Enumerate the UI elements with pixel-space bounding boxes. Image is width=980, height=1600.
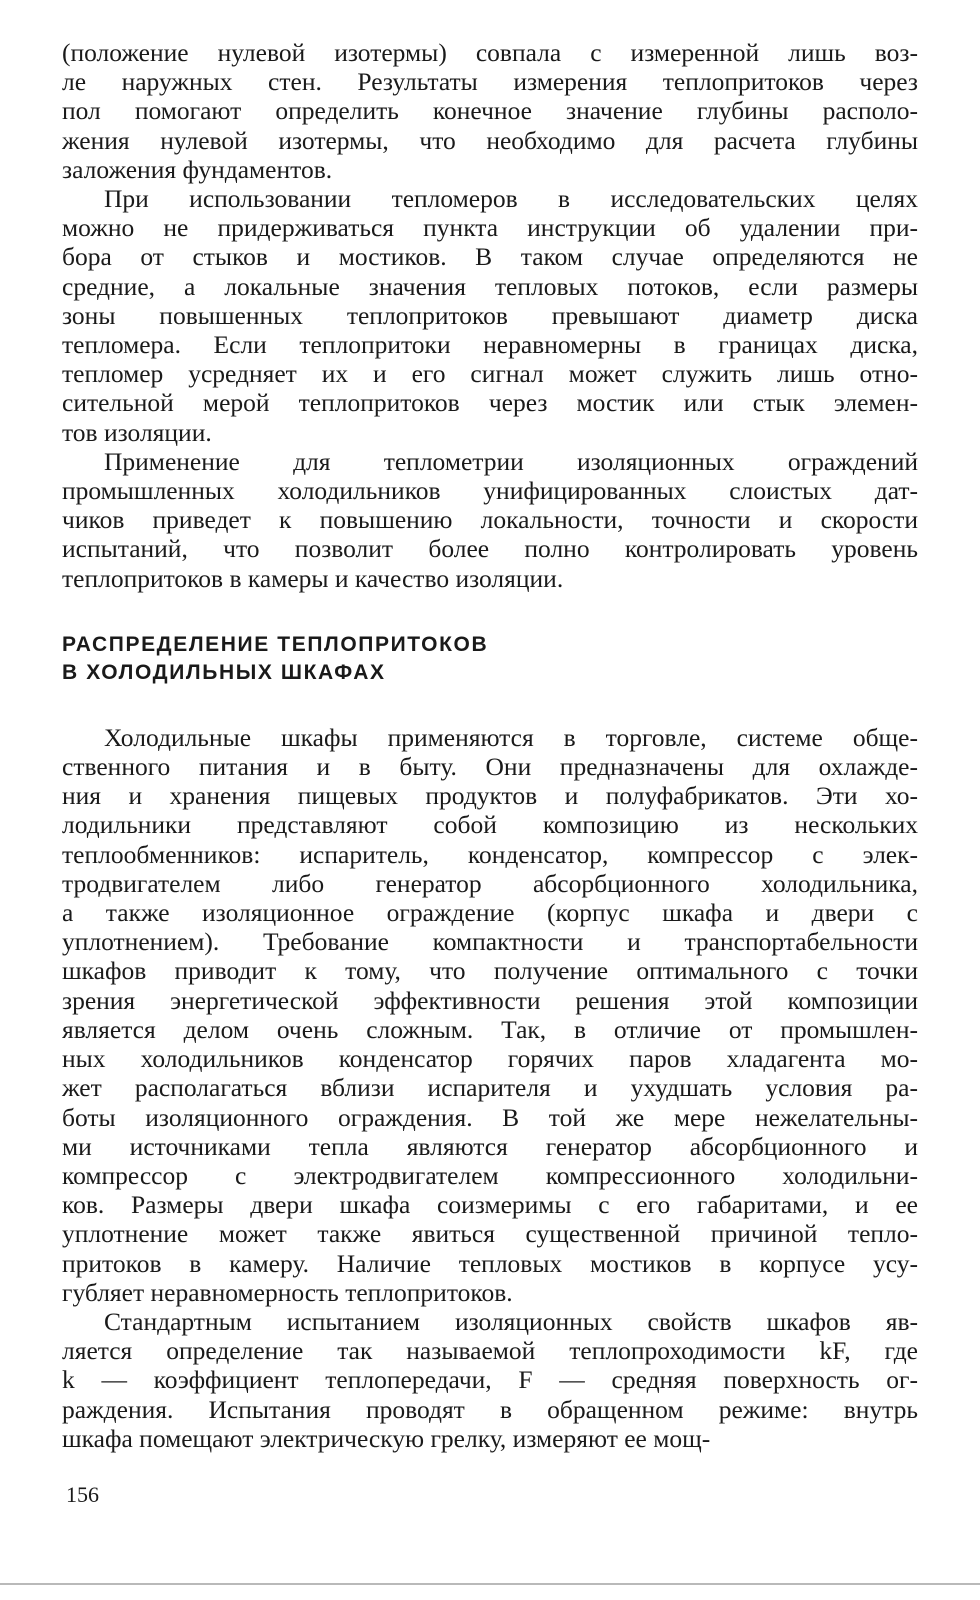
text-line: ле наружных стен. Результаты измерения теплопритоков через [62, 67, 918, 97]
section-heading-line-2: В ХОЛОДИЛЬНЫХ ШКАФАХ [62, 660, 386, 684]
text-line: k — коэффициент теплопередачи, F — средняя поверхность ог- [62, 1365, 918, 1395]
text-block-bottom [62, 723, 918, 1453]
text-line: а также изоляционное ограждение (корпус шкафа и двери с [62, 898, 918, 928]
paragraph [62, 723, 918, 1307]
text-line: лодильники представляют собой композицию из нескольких [62, 810, 918, 840]
text-line: шкафа помещают электрическую грелку, измеряют ее мощ- [62, 1423, 711, 1453]
text-line: заложения фундаментов. [62, 154, 333, 184]
text-line: (положение нулевой изотермы) совпала с измеренной лишь воз- [62, 38, 918, 67]
text-line: тов изоляции. [62, 417, 212, 447]
paragraph [62, 184, 918, 447]
document-page [62, 38, 918, 1453]
text-line: промышленных холодильников унифицированных слоистых дат- [62, 476, 918, 506]
text-line: уплотнением). Требование компактности и транспортабельности [62, 927, 918, 957]
text-line: раждения. Испытания проводят в обращенном режиме: внутрь [62, 1394, 918, 1424]
text-line: тепломера. Если теплопритоки неравномерны в границах диска, [62, 330, 918, 360]
text-line: тродвигателем либо генератор абсорбционного холодильника, [62, 868, 918, 898]
text-block-top [62, 38, 918, 593]
text-line: ляется определение так называемой теплопроходимости kF, где [62, 1336, 918, 1366]
text-line: чиков приведет к повышению локальности, точности и скорости [62, 505, 918, 535]
section-heading [62, 631, 918, 687]
text-line: Стандартным испытанием изоляционных свойств шкафов яв- [104, 1306, 918, 1336]
text-line: сительной мерой теплопритоков через мостик или стык элемен- [62, 388, 918, 418]
text-line: ков. Размеры двери шкафа соизмеримы с его габаритами, и ее [62, 1190, 918, 1220]
text-line: зоны повышенных теплопритоков превышают диаметр диска [62, 300, 918, 330]
page-number: 156 [66, 1482, 99, 1507]
text-line: бора от стыков и мостиков. В таком случае определяются не [62, 242, 918, 272]
text-line: компрессор с электродвигателем компрессионного холодильни- [62, 1160, 918, 1190]
paragraph [62, 447, 918, 593]
text-line: тепломер усредняет их и его сигнал может служить лишь отно- [62, 359, 918, 389]
text-line: При использовании тепломеров в исследовательских целях [104, 184, 918, 214]
text-line: пол помогают определить конечное значение глубины располо- [62, 96, 918, 126]
text-line: Холодильные шкафы применяются в торговле, системе обще- [104, 722, 918, 752]
text-line: ственного питания и в быту. Они предназначены для охлажде- [62, 752, 918, 782]
paragraph [62, 1307, 918, 1453]
text-line: уплотнение может также явиться существенной причиной тепло- [62, 1219, 918, 1249]
bottom-divider [0, 1583, 980, 1585]
text-line: можно не придерживаться пункта инструкции об удалении при- [62, 213, 918, 243]
text-line: шкафов приводит к тому, что получение оптимального с точки [62, 956, 918, 986]
section-heading-line-1: РАСПРЕДЕЛЕНИЕ ТЕПЛОПРИТОКОВ [62, 632, 489, 656]
text-line: является делом очень сложным. Так, в отличие от промышлен- [62, 1014, 918, 1044]
text-line: боты изоляционного ограждения. В той же мере нежелательны- [62, 1102, 918, 1132]
text-line: жения нулевой изотермы, что необходимо для расчета глубины [62, 125, 918, 155]
text-line: испытаний, что позволит более полно контролировать уровень [62, 534, 918, 564]
paragraph [62, 38, 918, 184]
text-line: ных холодильников конденсатор горячих паров хладагента мо- [62, 1044, 918, 1074]
text-line: губляет неравномерность теплопритоков. [62, 1277, 513, 1307]
text-line: Применение для теплометрии изоляционных ограждений [104, 446, 918, 476]
text-line: ния и хранения пищевых продуктов и полуфабрикатов. Эти хо- [62, 781, 918, 811]
text-line: ми источниками тепла являются генератор абсорбционного и [62, 1131, 918, 1161]
text-line: притоков в камеру. Наличие тепловых мостиков в корпусе усу- [62, 1248, 918, 1278]
text-line: средние, а локальные значения тепловых потоков, если размеры [62, 271, 918, 301]
text-line: зрения энергетической эффективности решения этой композиции [62, 985, 918, 1015]
text-line: теплообменников: испаритель, конденсатор, компрессор с элек- [62, 839, 918, 869]
text-line: теплопритоков в камеры и качество изоляции. [62, 563, 564, 593]
text-line: жет располагаться вблизи испарителя и ухудшать условия ра- [62, 1073, 918, 1103]
